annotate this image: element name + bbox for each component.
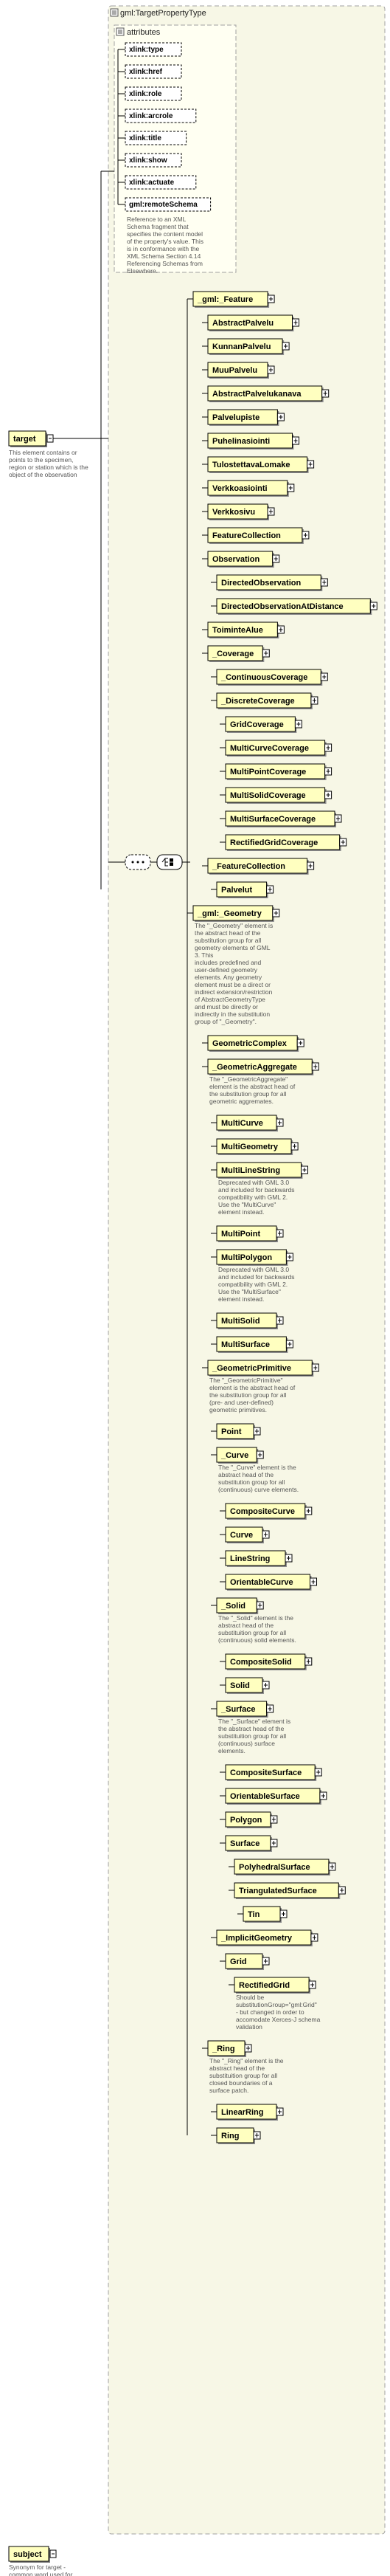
- element-compositesolid[interactable]: [226, 1654, 312, 1670]
- element-label: PolyhedralSurface: [239, 1863, 310, 1872]
- element-label: OrientableSurface: [230, 1792, 300, 1801]
- note-gml-geometry: The "_Geometry" element is the abstract head of the substitution group for all geometry elements of GML 3. This includes predefined and user-defined geometry elements. Any geometry element must be a direct or indirect extension/restriction of AbstractGeometryType and must be directly or indirectly in the substitution group of "_Geometry".: [195, 922, 274, 1025]
- element-label: CompositeSurface: [230, 1769, 302, 1777]
- subject-note: Synonym for target -common word used for: [9, 2563, 73, 2576]
- element-geometricaggregate[interactable]: [208, 1059, 318, 1075]
- element-curve[interactable]: [217, 1447, 263, 1464]
- element-tulostettavalomake[interactable]: [208, 457, 314, 473]
- expand-icon[interactable]: [268, 366, 274, 373]
- element-multisolidcoverage[interactable]: [226, 788, 332, 804]
- expand-icon[interactable]: [267, 1705, 274, 1712]
- root-note: This element contains or points to the specimen, region or station which is the object of the observation: [9, 449, 88, 478]
- element-label: Ring: [221, 2132, 240, 2141]
- attribute-label: xlink:role: [129, 90, 162, 98]
- element-tin[interactable]: [243, 1907, 287, 1923]
- attribute-label: xlink:show: [129, 156, 167, 165]
- element-triangulatedsurface[interactable]: [234, 1883, 345, 1899]
- expand-icon[interactable]: [271, 1816, 277, 1823]
- expand-icon[interactable]: [325, 768, 332, 775]
- element-label: MultiLineString: [221, 1166, 281, 1175]
- expand-icon[interactable]: [276, 1119, 283, 1126]
- expand-icon[interactable]: [273, 555, 279, 562]
- attribute-label: xlink:href: [129, 68, 163, 76]
- element-label: RectifiedGrid: [239, 1981, 290, 1990]
- note-multilinestring: Deprecated with GML 3.0 and included for backwards compatibility with GML 2. Use the "MultiCurve" element instead.: [218, 1179, 295, 1216]
- expand-icon[interactable]: [320, 1792, 327, 1800]
- element-directedobservationatdistance[interactable]: [217, 599, 377, 615]
- element-kunnanpalvelu[interactable]: [208, 339, 289, 355]
- element-solid[interactable]: [226, 1678, 269, 1694]
- element-label: AbstractPalvelukanava: [212, 390, 302, 399]
- element-label: ToiminteAlue: [212, 626, 263, 635]
- attribute-xlink-actuate[interactable]: [125, 176, 196, 189]
- element-label: _Surface: [221, 1705, 256, 1714]
- expand-icon[interactable]: [271, 1839, 277, 1847]
- element-label: Verkkosivu: [212, 508, 256, 517]
- root-element[interactable]: [9, 431, 53, 447]
- expand-icon[interactable]: [276, 2108, 283, 2115]
- element-surface[interactable]: [217, 1701, 274, 1718]
- attribute-label: xlink:actuate: [129, 179, 175, 187]
- element-linestring[interactable]: [226, 1551, 292, 1567]
- element-rectifiedgrid[interactable]: [234, 1977, 316, 1994]
- expand-icon[interactable]: [311, 1934, 318, 1941]
- element-implicitgeometry[interactable]: [217, 1930, 318, 1946]
- element-gml-feature[interactable]: [193, 292, 274, 308]
- attribute-gml-remoteschema[interactable]: [125, 198, 211, 211]
- expand-icon[interactable]: [288, 484, 294, 492]
- subject-label: subject: [13, 2550, 42, 2559]
- element-label: Palvelut: [221, 886, 253, 895]
- attribute-xlink-arcrole[interactable]: [125, 109, 196, 123]
- expand-icon[interactable]: [295, 720, 302, 728]
- element-label: Point: [221, 1428, 242, 1436]
- attribute-label: xlink:title: [129, 134, 161, 142]
- remote-schema-note: Reference to an XML Schema fragment that specifies the content model of the property's value. This is in conformance with the XML Schema Section 4.14 Referencing Schemas from Elsewhere.: [127, 216, 203, 275]
- element-curve[interactable]: [226, 1527, 269, 1543]
- element-label: Grid: [230, 1957, 247, 1966]
- element-label: CompositeCurve: [230, 1507, 296, 1516]
- element-toimintealue[interactable]: [208, 622, 284, 638]
- element-verkkosivu[interactable]: [208, 504, 274, 520]
- note-surface: The "_Surface" element is the abstract head of the substituition group for all (continuous) surface elements.: [218, 1718, 291, 1754]
- element-label: MultiGeometry: [221, 1143, 279, 1151]
- element-ring[interactable]: [208, 2041, 251, 2057]
- note-ring: The "_Ring" element is the abstract head of the substituition group for all closed boundaries of a surface patch.: [209, 2057, 284, 2094]
- expand-icon[interactable]: [312, 1364, 318, 1371]
- element-solid[interactable]: [217, 1598, 263, 1614]
- expand-icon[interactable]: [293, 319, 299, 326]
- element-label: _gml:_Feature: [198, 295, 254, 304]
- element-label: Solid: [230, 1681, 250, 1690]
- element-verkkoasiointi[interactable]: [208, 481, 294, 497]
- element-orientablesurface[interactable]: [226, 1788, 327, 1805]
- element-multipointcoverage[interactable]: [226, 764, 332, 780]
- element-label: MultiPoint: [221, 1230, 261, 1239]
- element-label: Puhelinasiointi: [212, 437, 271, 446]
- expand-icon[interactable]: [309, 1981, 316, 1988]
- expand-icon[interactable]: [321, 579, 327, 586]
- element-label: OrientableCurve: [230, 1578, 293, 1587]
- element-label: _GeometricPrimitive: [212, 1364, 291, 1373]
- expand-icon[interactable]: [329, 1863, 335, 1870]
- expand-icon[interactable]: [286, 1253, 293, 1261]
- element-label: Verkkoasiointi: [212, 484, 268, 493]
- element-linearring[interactable]: [217, 2104, 283, 2121]
- element-label: _Curve: [221, 1451, 249, 1460]
- note-solid: The "_Solid" element is the abstract head of the substituition group for all (continuous) solid elements.: [218, 1614, 296, 1644]
- note-curve: The "_Curve" element is the abstract head of the substitution group for all (continuous) curve elements.: [218, 1464, 299, 1493]
- element-label: _gml:_Geometry: [198, 909, 262, 918]
- element-multipoint[interactable]: [217, 1226, 283, 1242]
- element-label: DirectedObservation: [221, 579, 302, 588]
- element-multilinestring[interactable]: [217, 1163, 308, 1179]
- expand-icon[interactable]: [282, 342, 289, 350]
- note-multipolygon: Deprecated with GML 3.0 and included for backwards compatibility with GML 2. Use the "MultiSurface" element instead.: [218, 1266, 295, 1303]
- element-label: GridCoverage: [230, 720, 284, 729]
- expand-icon[interactable]: [254, 2132, 260, 2139]
- element-geometricprimitive[interactable]: [208, 1360, 318, 1377]
- expand-icon[interactable]: [325, 744, 332, 751]
- element-label: MultiPointCoverage: [230, 768, 307, 776]
- element-label: MultiSolid: [221, 1317, 260, 1326]
- attribute-xlink-href[interactable]: [125, 65, 181, 78]
- element-observation[interactable]: [208, 551, 279, 568]
- element-surface[interactable]: [226, 1836, 277, 1852]
- attribute-label: xlink:type: [129, 46, 164, 54]
- expand-icon[interactable]: [245, 2045, 251, 2052]
- element-geometriccomplex[interactable]: [208, 1036, 304, 1052]
- element-label: TriangulatedSurface: [239, 1887, 317, 1895]
- attribute-xlink-type[interactable]: [125, 43, 181, 56]
- expand-icon[interactable]: [311, 697, 318, 704]
- element-point[interactable]: [217, 1424, 260, 1440]
- element-label: Palvelupiste: [212, 413, 260, 422]
- element-multicurve[interactable]: [217, 1115, 283, 1132]
- element-multicurvecoverage[interactable]: [226, 740, 332, 757]
- expand-icon[interactable]: [302, 531, 309, 539]
- attributes-icon: [116, 28, 124, 35]
- attribute-xlink-role[interactable]: [125, 87, 181, 100]
- expand-icon[interactable]: [273, 909, 279, 917]
- expand-icon[interactable]: [276, 1317, 283, 1324]
- element-label: _Coverage: [212, 650, 254, 658]
- expand-icon[interactable]: [262, 1957, 269, 1965]
- element-label: _ContinuousCoverage: [221, 673, 308, 682]
- expand-icon[interactable]: [305, 1658, 312, 1665]
- expand-icon[interactable]: [277, 413, 284, 421]
- expand-icon[interactable]: [302, 1166, 308, 1174]
- element-label: DirectedObservationAtDistance: [221, 602, 344, 611]
- element-featurecollection[interactable]: [208, 858, 314, 875]
- root-expand-icon[interactable]: [47, 435, 53, 442]
- element-grid[interactable]: [226, 1954, 269, 1970]
- expand-icon[interactable]: [257, 1602, 263, 1609]
- element-polyhedralsurface[interactable]: [234, 1859, 335, 1876]
- attribute-xlink-title[interactable]: [125, 131, 187, 145]
- expand-icon[interactable]: [315, 1769, 321, 1776]
- element-continuouscoverage[interactable]: [217, 669, 327, 686]
- element-gridcoverage[interactable]: [226, 717, 302, 733]
- expand-icon[interactable]: [262, 650, 269, 657]
- element-label: _Solid: [221, 1602, 246, 1611]
- expand-icon[interactable]: [370, 602, 377, 610]
- element-label: FeatureCollection: [212, 531, 281, 540]
- element-label: KunnanPalvelu: [212, 342, 271, 351]
- expand-icon[interactable]: [276, 1230, 283, 1237]
- note-geometricaggregate: The "_GeometricAggregate" element is the abstract head of the substitution group for all geometric aggremates.: [209, 1075, 296, 1105]
- element-label: _Ring: [212, 2045, 235, 2053]
- element-label: _DiscreteCoverage: [221, 697, 295, 706]
- element-label: GeometricComplex: [212, 1039, 287, 1048]
- element-label: _FeatureCollection: [212, 862, 286, 871]
- expand-icon[interactable]: [297, 1039, 304, 1047]
- element-label: Surface: [230, 1839, 260, 1848]
- expand-icon[interactable]: [267, 886, 274, 893]
- expand-icon[interactable]: [257, 1451, 263, 1459]
- expand-icon[interactable]: [286, 1340, 293, 1348]
- element-abstractpalvelukanava[interactable]: [208, 386, 329, 402]
- element-label: TulostettavaLomake: [212, 461, 290, 469]
- element-multisolid[interactable]: [217, 1313, 283, 1329]
- expand-icon[interactable]: [268, 295, 274, 303]
- expand-icon[interactable]: [262, 1531, 269, 1538]
- subject-element[interactable]: [9, 2546, 56, 2563]
- element-label: Curve: [230, 1531, 254, 1540]
- expand-icon[interactable]: [305, 1507, 312, 1515]
- expand-icon[interactable]: [310, 1578, 317, 1585]
- element-palvelut[interactable]: [217, 882, 274, 898]
- element-label: MultiSurface: [221, 1340, 271, 1349]
- element-ring[interactable]: [217, 2128, 260, 2144]
- element-directedobservation[interactable]: [217, 575, 327, 591]
- element-label: LineString: [230, 1554, 271, 1563]
- element-orientablecurve[interactable]: [226, 1574, 317, 1591]
- element-label: _ImplicitGeometry: [221, 1934, 292, 1943]
- expand-icon[interactable]: [268, 508, 274, 515]
- expand-icon[interactable]: [293, 437, 299, 444]
- expand-icon[interactable]: [285, 1554, 292, 1562]
- element-discretecoverage[interactable]: [217, 693, 318, 709]
- element-label: _GeometricAggregate: [212, 1063, 297, 1072]
- attribute-label: xlink:arcrole: [129, 112, 173, 120]
- element-multisurface[interactable]: [217, 1337, 293, 1353]
- expand-icon[interactable]: [277, 626, 284, 633]
- attributes-label: attributes: [127, 28, 161, 37]
- element-label: MultiSurfaceCoverage: [230, 815, 316, 824]
- type-label: gml:TargetPropertyType: [120, 9, 206, 18]
- element-label: Polygon: [230, 1816, 262, 1825]
- expand-icon[interactable]: [338, 1887, 345, 1894]
- note-geometricprimitive: The "_GeometricPrimitive" element is the abstract head of the substitution group for all (pre- and user-defined) geometric primitives.: [209, 1377, 296, 1413]
- element-label: MultiSolidCoverage: [230, 791, 306, 800]
- element-label: MultiPolygon: [221, 1253, 273, 1262]
- element-label: Tin: [248, 1910, 260, 1919]
- element-label: AbstractPalvelu: [212, 319, 274, 328]
- element-label: MultiCurveCoverage: [230, 744, 309, 753]
- element-label: Observation: [212, 555, 260, 564]
- element-label: CompositeSolid: [230, 1658, 292, 1667]
- note-rectifiedgrid: Should be substitutionGroup="gml:Grid" - but changed in order to accomodate Xerces-J schema validation: [236, 1994, 321, 2031]
- root-label: target: [13, 435, 36, 444]
- element-abstractpalvelu[interactable]: [208, 315, 299, 331]
- element-rectifiedgridcoverage[interactable]: [226, 835, 347, 851]
- element-polygon[interactable]: [226, 1812, 277, 1828]
- element-featurecollection[interactable]: [208, 528, 309, 544]
- expand-icon[interactable]: [280, 1910, 287, 1918]
- expand-icon[interactable]: [312, 1063, 318, 1070]
- expand-icon[interactable]: [262, 1681, 269, 1689]
- expand-icon[interactable]: [307, 862, 314, 869]
- element-label: RectifiedGridCoverage: [230, 838, 318, 847]
- attribute-xlink-show[interactable]: [125, 154, 181, 167]
- element-multisurfacecoverage[interactable]: [226, 811, 341, 827]
- expand-icon[interactable]: [335, 815, 341, 822]
- element-compositecurve[interactable]: [226, 1504, 312, 1520]
- expand-icon[interactable]: [307, 461, 314, 468]
- element-gml-geometry[interactable]: [193, 906, 279, 922]
- element-palvelupiste[interactable]: [208, 410, 284, 426]
- element-label: MultiCurve: [221, 1119, 263, 1128]
- type-icon: [111, 9, 118, 16]
- element-label: MuuPalvelu: [212, 366, 258, 375]
- expand-icon[interactable]: [291, 1143, 298, 1150]
- expand-icon[interactable]: [322, 390, 329, 397]
- expand-icon[interactable]: [325, 791, 332, 799]
- element-multigeometry[interactable]: [217, 1139, 298, 1155]
- element-muupalvelu[interactable]: [208, 362, 274, 379]
- expand-icon[interactable]: [254, 1428, 260, 1435]
- expand-icon[interactable]: [321, 673, 327, 681]
- expand-icon[interactable]: [340, 838, 347, 846]
- attribute-label: gml:remoteSchema: [129, 201, 198, 209]
- element-compositesurface[interactable]: [226, 1765, 321, 1781]
- element-multipolygon[interactable]: [217, 1250, 293, 1266]
- element-coverage[interactable]: [208, 646, 269, 662]
- element-label: LinearRing: [221, 2108, 264, 2117]
- subject-expand-icon[interactable]: [50, 2550, 56, 2558]
- element-puhelinasiointi[interactable]: [208, 433, 299, 450]
